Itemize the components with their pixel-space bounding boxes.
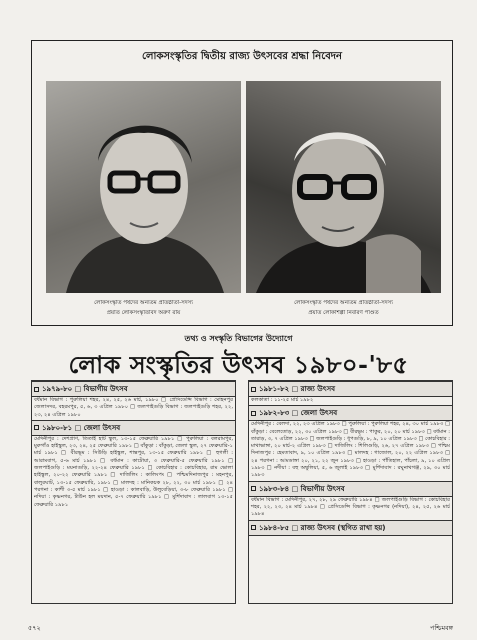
- square-bullet-icon: [34, 387, 39, 392]
- left-photo-caption-line1: লোকসংস্কৃতি পর্ষদের অন্যতম প্রতিষ্ঠাতা-সদস্য: [94, 300, 193, 306]
- section-entry: মেদিনীপুর : বেলদা, ২২, ২৩ এপ্রিল ১৯৮৩ □ পুরুলিয়া : পুরুলিয়া শহর, ২৪, ৩০ মার্চ ১৯৮৩ □ বাঁকুড়া : বেলেতোড়, ২২, ৩০ এপ্রিল ১৯৮৩ □ বীরভূম : পাকুর, ২০, ২০ মার্চ ১৯৮৩ □ বর্ধমান : তারাড়, ৩, ৭ এপ্রিল ১৯৮৩ □ জলপাইগুড়ি : ধূপগুড়ি, ৮, ৯, ১০ এপ্রিল ১৯৮৩ □ কোচবিহার : মাথাভাঙ্গা, ২০ মার্চ-২ এপ্রিল ১৯৮৩ □ দার্জিলিং : শিলিগুড়ি, ২৬, ২৭ এপ্রিল ১৯৮৩ □ পশ্চিম দিনাজপুর : হেমতাবাদ, ৯, ১০ এপ্রিল ১৯৮৩ □ মালদহ : গাজোল, ২০, ২২ এপ্রিল ১৯৮৩ □ ২৪ পরগনা : আমডাঙ্গা ২০, ২১, ২২ জুন ১৯৮৩ □ হাওড়া : পাঁতিহাল, পাঁচলা, ৯, ১০ এপ্রিল ১৯৮৩ □ নদীয়া : বহু অম্বুলিয়া, ৫, ৬ জুলাই ১৯৮৩ □ মুর্শিদাবাদ : রঘুনাথগঞ্জ, ২৯, ৩০ মার্চ ১৯৮৩: [251, 421, 450, 479]
- section-header: ১৯৮০-৮১ □ জেলা উৎসব: [32, 420, 235, 436]
- section-header: ১৯৮৩-৮৪ □ বিভাগীয় উৎসব: [249, 481, 452, 497]
- square-bullet-icon: [251, 486, 256, 491]
- left-column: [32, 381, 235, 510]
- section-entry: কলকাতা : ১১-২৫ মার্চ ১৯৮২: [251, 397, 314, 403]
- section-entry: বর্ধমান বিভাগ : পুরুলিয়া শহর, ২৪, ২৫, ২৬ মার্চ, ১৯৮০ □ প্রেসিডেন্সি বিভাগ : মোহনপুর জেলাসদর, বহরমপুর, ৫, ৬, ৩ এপ্রিল ১৯৮০ □ জলপাইগুড়ি বিভাগ : জলপাইগুড়ি শহর, ২২, ২৩, ২৪ এপ্রিল ১৯৮০: [34, 397, 233, 418]
- main-title: লোক সংস্কৃতির উৎসব ১৯৮০-'৮৫: [68, 350, 409, 379]
- section-1979-80: [32, 381, 235, 419]
- square-bullet-icon: [251, 387, 256, 392]
- page-number: ৫৭২: [28, 624, 41, 632]
- square-bullet-icon: [251, 411, 256, 416]
- right-photo-caption-line2: প্রয়াত লোকশিল্পী নিবারণ পণ্ডিত: [308, 310, 379, 316]
- right-photo-caption-line1: লোকসংস্কৃতি পর্ষদের অন্যতম প্রতিষ্ঠাতা-সদস্য: [294, 300, 393, 306]
- photo-right: [246, 81, 441, 325]
- tribute-heading: লোকসংস্কৃতির দ্বিতীয় রাজ্য উৎসবের শ্রদ্ধা নিবেদন: [141, 51, 343, 62]
- department-line: তথ্য ও সংস্কৃতি বিভাগের উদ্যোগে: [184, 334, 293, 343]
- section-1984-85: [249, 520, 452, 536]
- section-entry: বর্ধমান বিভাগ : মেদিনীপুর, ২৭, ২৮, ২৯ ফেব্রুয়ারি ১৯৮৪ □ জলপাইগুড়ি বিভাগ : কোচবিহার শহর, ২২, ২৩, ২৪ মার্চ ১৯৮৪ □ প্রেসিডেন্সি বিভাগ : কৃষ্ণনগর (নদিয়া), ২৪, ২৫, ২৬ মার্চ ১৯৮৪: [251, 496, 450, 518]
- portrait-right-image: [246, 81, 441, 293]
- square-bullet-icon: [34, 425, 39, 430]
- section-entry: মেদিনীপুর : দেশপ্রাণ, তিতাই হাট স্কুল, ১৩-১৫ ফেব্রুয়ারি ১৯৮১ □ পুরুলিয়া : বলরামপুর, মুরুগাঁও হাইস্কুল, ২৩, ২৪, ২৫ ফেব্রুয়ারি ১৯৮১ □ বাঁকুড়া : বাঁকুড়া, জেলা স্কুল, ২৭ ফেব্রুয়ারি-১ মার্চ ১৯৮১ □ বীরভূম : সিউড়ি হাইস্কুল, শান্তপুর, ১৩-১৫ ফেব্রুয়ারি ১৯৮১ □ হুগলী : আরামবাগ, ৫-৬ মার্চ ১৯৮১ □ বর্ধমান : কাটোয়া, ৩ ফেব্রুয়ারি-৫ ফেব্রুয়ারি ১৯৮১ □ জলপাইগুড়ি : ময়নাগুড়ি, ২২-২৪ ফেব্রুয়ারি ১৯৮১ □ কোচবিহার : কোচবিহার, রাম ভোলা হাইস্কুল, ২০-২২ ফেব্রুয়ারি ১৯৮১ □ দার্জিলিং : কালিংপং □ পশ্চিমদিনাজপুর : মহনপুর, বালুরঘাট, ১৩-১৫ ফেব্রুয়ারি, ১৯৮১ □ মালদহ : মানিকচক ২৮, ২২, ৩০ মার্চ ১৯৮১ □ ২৪ পরগনা : কাশী ৩-৫ মার্চ ১৯৮১ □ হাওড়া : কালবাড়ি, উলুবেড়িয়া, ৩-৮ ফেব্রুয়ারি ১৯৮১ □ নদিয়া : কৃষ্ণনগর, টাউন হল ময়দান, ৫-৭ ফেব্রুয়ারি ১৯৮১ □ মুর্শিদাবাদ : লালবাগ ১৩-১৫ ফেব্রুয়ারি ১৯৮১: [34, 435, 233, 508]
- section-header: ১৯৮২-৮৩ □ জেলা উৎসব: [249, 405, 452, 421]
- section-header: ১৯৭৯-৮০ □ বিভাগীয় উৎসব: [32, 381, 235, 397]
- portrait-left-image: [46, 81, 241, 293]
- journal-name: পশ্চিমবঙ্গ: [430, 624, 453, 632]
- section-header: ১৯৮১-৮২ □ রাজ্য উৎসব: [249, 381, 452, 397]
- square-bullet-icon: [251, 525, 256, 530]
- section-header: ১৯৮৪-৮৫ □ রাজ্য উৎসব (স্থগিত রাখা হয়): [249, 520, 452, 536]
- tribute-box: [31, 40, 453, 326]
- right-column: [249, 381, 452, 537]
- left-photo-caption-line2: প্রয়াত লোকসংস্কৃতিবিদ অরুণ রায়: [106, 310, 181, 316]
- section-1981-82: [249, 381, 452, 404]
- section-1980-81: [32, 420, 235, 509]
- photo-left: [46, 81, 241, 325]
- section-1982-83: [249, 405, 452, 479]
- section-1983-84: [249, 481, 452, 519]
